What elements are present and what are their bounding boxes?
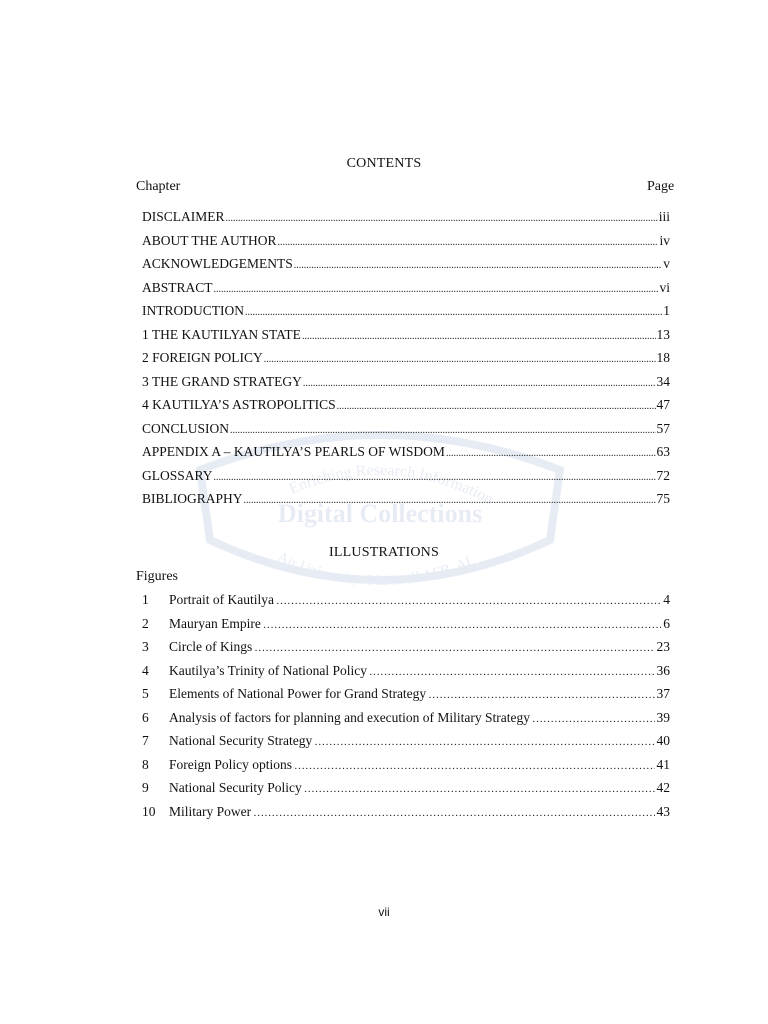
dot-leader xyxy=(294,260,663,271)
dot-leader xyxy=(244,495,656,506)
contents-entry-label: CONCLUSION xyxy=(142,420,230,436)
contents-entry-label: 3 THE GRAND STRATEGY xyxy=(142,373,302,389)
figure-number: 8 xyxy=(142,756,149,772)
figure-number: 4 xyxy=(142,662,149,678)
dot-leader xyxy=(278,237,659,248)
contents-entry-label: BIBLIOGRAPHY xyxy=(142,491,243,506)
contents-entry xyxy=(142,421,670,439)
contents-entry xyxy=(142,303,670,321)
contents-entry-page: 47 xyxy=(656,397,670,412)
figure-page: 6 xyxy=(663,615,670,631)
contents-entry-page: 75 xyxy=(656,491,670,506)
contents-entry-page: v xyxy=(663,256,670,271)
dot-leader xyxy=(214,472,656,483)
figure-label: Mauryan Empire xyxy=(169,615,261,631)
contents-entry xyxy=(142,280,670,298)
contents-entry-page: iii xyxy=(658,209,670,224)
contents-entry-page: 63 xyxy=(656,444,670,459)
contents-entry-page: 18 xyxy=(656,350,670,365)
dot-leader xyxy=(230,425,655,436)
contents-entry-label: ACKNOWLEDGEMENTS xyxy=(142,256,293,271)
contents-entry xyxy=(142,209,670,227)
figure-entry xyxy=(142,757,670,775)
contents-entry xyxy=(142,233,670,251)
dot-leader xyxy=(264,354,656,365)
contents-entry xyxy=(142,468,670,486)
dot-leader xyxy=(276,595,661,607)
contents-entry xyxy=(142,350,670,368)
figure-number: 9 xyxy=(142,780,149,795)
figure-page: 42 xyxy=(656,780,670,795)
contents-entry xyxy=(142,397,670,415)
page-column-label: Page xyxy=(647,179,675,194)
figure-entry xyxy=(142,592,670,610)
figure-label: Foreign Policy options xyxy=(169,756,293,772)
dot-leader xyxy=(294,760,654,772)
figure-label: Portrait of Kautilya xyxy=(169,592,274,607)
contents-entry-label: 4 KAUTILYA’S ASTROPOLITICS xyxy=(142,397,336,412)
contents-entry xyxy=(142,374,670,392)
dot-leader xyxy=(428,689,654,701)
figure-label: National Security Strategy xyxy=(169,733,313,748)
dot-leader xyxy=(446,448,656,459)
figure-label: Kautilya’s Trinity of National Policy xyxy=(169,662,367,678)
watermark-main-text: Digital Collections xyxy=(277,499,483,528)
figure-entry xyxy=(142,710,670,728)
chapter-column-label: Chapter xyxy=(136,179,181,194)
figure-page: 39 xyxy=(656,709,670,725)
contents-entry-label: 1 THE KAUTILYAN STATE xyxy=(142,326,301,342)
dot-leader xyxy=(254,642,654,654)
contents-entry-label: GLOSSARY xyxy=(142,467,213,483)
figures-label: Figures xyxy=(136,569,178,584)
contents-entry-page: vi xyxy=(659,279,670,295)
figure-label: Circle of Kings xyxy=(169,639,253,654)
watermark-bottom-text: Air University–Maxwell AFB, AL xyxy=(274,549,478,590)
contents-entry xyxy=(142,491,670,509)
figure-entry xyxy=(142,733,670,751)
figure-page: 41 xyxy=(656,756,670,772)
figure-number: 6 xyxy=(142,709,149,725)
figure-page: 37 xyxy=(656,686,670,701)
dot-leader xyxy=(263,619,661,631)
dot-leader xyxy=(304,783,655,795)
figure-page: 43 xyxy=(656,803,670,819)
dot-leader xyxy=(369,666,655,678)
figure-entry xyxy=(142,639,670,657)
figure-entry xyxy=(142,616,670,634)
figure-number: 3 xyxy=(142,639,149,654)
contents-entry-label: INTRODUCTION xyxy=(142,303,244,318)
figure-entry xyxy=(142,686,670,704)
contents-entry xyxy=(142,256,670,274)
figure-page: 4 xyxy=(663,592,670,607)
contents-entry-page: iv xyxy=(659,232,670,248)
figure-number: 7 xyxy=(142,733,149,748)
contents-entry-label: APPENDIX A – KAUTILYA’S PEARLS OF WISDOM xyxy=(142,444,445,459)
figure-label: Military Power xyxy=(169,803,252,819)
contents-entry-label: ABOUT THE AUTHOR xyxy=(142,232,277,248)
contents-entry-label: ABSTRACT xyxy=(142,279,213,295)
figure-entry xyxy=(142,663,670,681)
page-number: vii xyxy=(378,905,390,919)
dot-leader xyxy=(337,401,656,412)
figure-label: National Security Policy xyxy=(169,780,302,795)
dot-leader xyxy=(532,713,654,725)
figure-page: 40 xyxy=(656,733,670,748)
figure-label: Elements of National Power for Grand Strategy xyxy=(169,686,427,701)
figure-page: 23 xyxy=(656,639,670,654)
contents-entry-page: 72 xyxy=(656,467,670,483)
figure-page: 36 xyxy=(656,662,670,678)
contents-entry-label: 2 FOREIGN POLICY xyxy=(142,350,263,365)
dot-leader xyxy=(302,331,656,342)
dot-leader xyxy=(245,307,662,318)
figure-entry xyxy=(142,804,670,822)
figure-number: 10 xyxy=(142,803,156,819)
contents-entry-page: 1 xyxy=(663,303,670,318)
dot-leader xyxy=(253,807,654,819)
contents-title: CONTENTS xyxy=(346,156,422,171)
contents-entry-page: 57 xyxy=(656,420,670,436)
contents-entry xyxy=(142,327,670,345)
dot-leader xyxy=(226,213,658,224)
figure-label: Analysis of factors for planning and execution of Military Strategy xyxy=(169,709,531,725)
dot-leader xyxy=(303,378,656,389)
watermark-top-text: Enriching Research Information xyxy=(286,461,497,509)
contents-entry xyxy=(142,444,670,462)
dot-leader xyxy=(314,736,654,748)
illustrations-title: ILLUSTRATIONS xyxy=(329,545,439,560)
figure-number: 1 xyxy=(142,592,149,607)
figure-number: 5 xyxy=(142,686,149,701)
contents-entry-page: 34 xyxy=(656,373,670,389)
contents-entry-page: 13 xyxy=(656,326,670,342)
contents-entry-label: DISCLAIMER xyxy=(142,209,225,224)
figure-number: 2 xyxy=(142,615,149,631)
dot-leader xyxy=(214,284,659,295)
figure-entry xyxy=(142,780,670,798)
